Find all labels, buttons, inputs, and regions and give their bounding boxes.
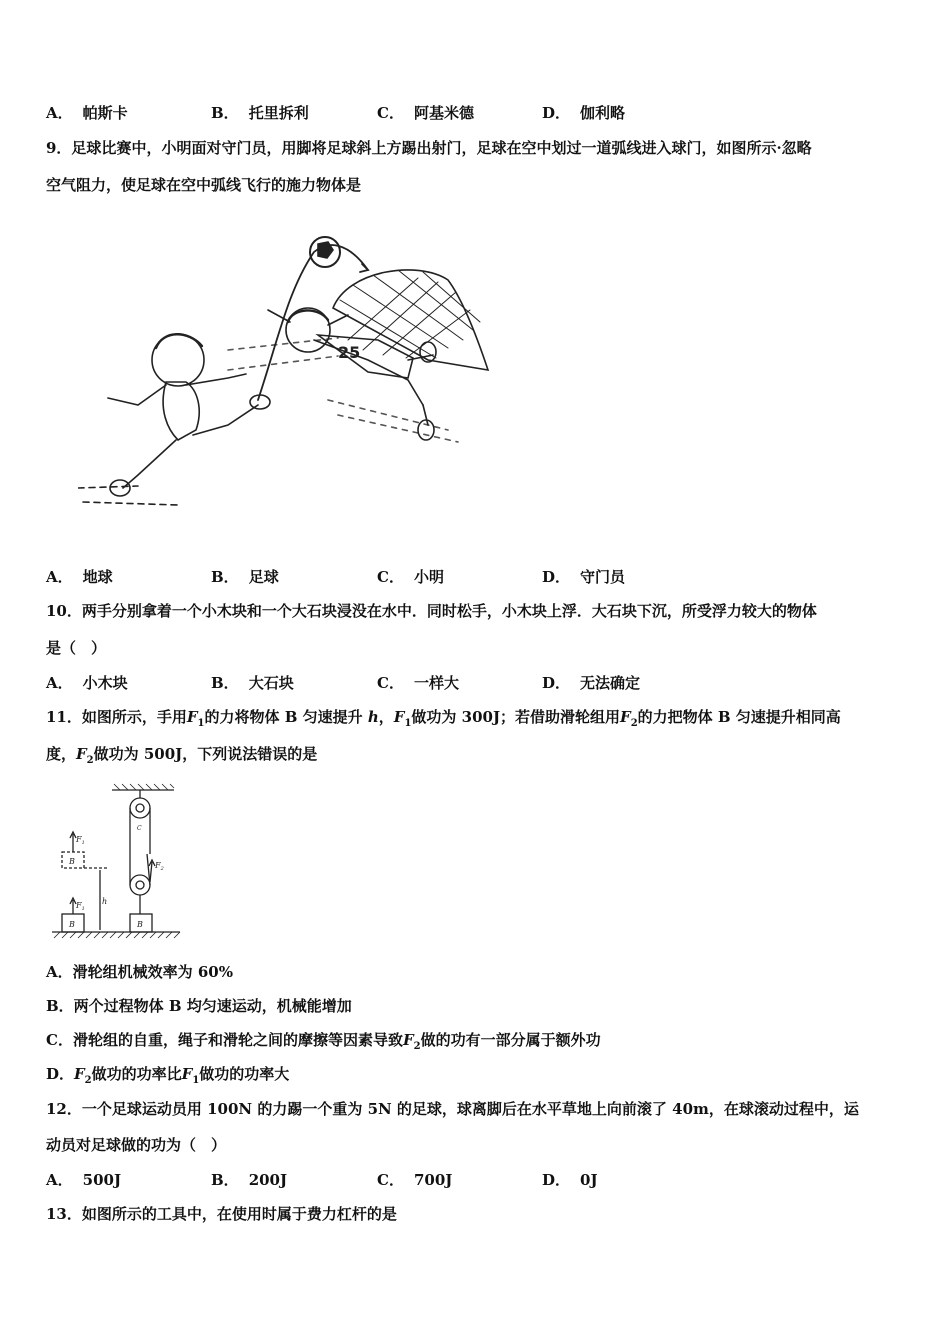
q10-option-a[interactable]: A． 小木块 (46, 674, 128, 692)
q11-option-d[interactable]: D．$F_2$做功的功率比$F_1$做功的功率大 (46, 1065, 290, 1086)
q10-option-b[interactable]: B． 大石块 (211, 674, 294, 692)
q9-option-b[interactable]: B． 足球 (211, 568, 279, 586)
q8-option-d[interactable]: D． 伽利略 (542, 104, 626, 122)
q12-stem-line1: 12．一个足球运动员用 100N 的力踢一个重为 5N 的足球，球离脚后在水平草地上向前滚了 40m，在球滚动过程中，运 (46, 1100, 859, 1118)
svg-text:F1: $F_1$ (76, 835, 85, 846)
svg-text:B: B (69, 857, 75, 866)
soccer-figure (78, 230, 498, 520)
svg-text:C: C (137, 825, 142, 832)
q12-option-b[interactable]: B． 200J (211, 1171, 288, 1189)
q9-stem-line2: 空气阻力，使足球在空中弧线飞行的施力物体是 (46, 176, 362, 194)
pulley-figure (50, 782, 185, 942)
q8-option-b[interactable]: B． 托里拆利 (211, 104, 309, 122)
q11-option-c[interactable]: C．滑轮组的自重，绳子和滑轮之间的摩擦等因素导致$F_2$做的功有一部分属于额外功 (46, 1031, 601, 1052)
svg-text:h: h (102, 897, 108, 906)
svg-text:B: B (69, 920, 75, 929)
q11-stem-line1: 11．如图所示，手用$F_1$的力将物体 B 匀速提升 h，$F_1$做功为 300J；若借助滑轮组用$F_2$的力把物体 B 匀速提升相同高 (46, 708, 841, 729)
q11-option-a[interactable]: A．滑轮组机械效率为 60% (46, 963, 233, 981)
q9-option-a[interactable]: A． 地球 (46, 568, 113, 586)
q10-option-c[interactable]: C． 一样大 (377, 674, 459, 692)
q11-option-b[interactable]: B．两个过程物体 B 均匀速运动，机械能增加 (46, 997, 352, 1015)
q10-stem-line1: 10．两手分别拿着一个小木块和一个大石块浸没在水中．同时松手，小木块上浮．大石块下沉，所受浮力较大的物体 (46, 602, 817, 620)
q12-option-d[interactable]: D． 0J (542, 1171, 598, 1189)
svg-text:F1: $F_1$ (76, 901, 85, 912)
q13-stem-line1: 13．如图所示的工具中，在使用时属于费力杠杆的是 (46, 1205, 397, 1223)
q8-option-c[interactable]: C． 阿基米德 (377, 104, 474, 122)
svg-text:F2: $F_2$ (155, 861, 164, 872)
q12-stem-line2: 动员对足球做的功为（ ） (46, 1136, 227, 1154)
q10-option-d[interactable]: D． 无法确定 (542, 674, 641, 692)
q9-option-d[interactable]: D． 守门员 (542, 568, 626, 586)
q11-stem-line2: 度，$F_2$做功为 500J，下列说法错误的是 (46, 745, 318, 766)
q10-options (46, 672, 906, 692)
q9-stem-line1: 9．足球比赛中，小明面对守门员，用脚将足球斜上方踢出射门，足球在空中划过一道弧线进入球门，如图所示·忽略 (46, 139, 812, 157)
svg-text:B: B (137, 920, 143, 929)
q9-options (46, 566, 906, 586)
q8-options (46, 102, 906, 122)
q8-option-a[interactable]: A． 帕斯卡 (46, 104, 128, 122)
jersey-number: 25 (338, 343, 361, 362)
q10-stem-line2: 是（ ） (46, 639, 107, 657)
q12-option-a[interactable]: A． 500J (46, 1171, 122, 1189)
q12-options (46, 1169, 906, 1189)
q12-option-c[interactable]: C． 700J (377, 1171, 453, 1189)
q9-option-c[interactable]: C． 小明 (377, 568, 444, 586)
